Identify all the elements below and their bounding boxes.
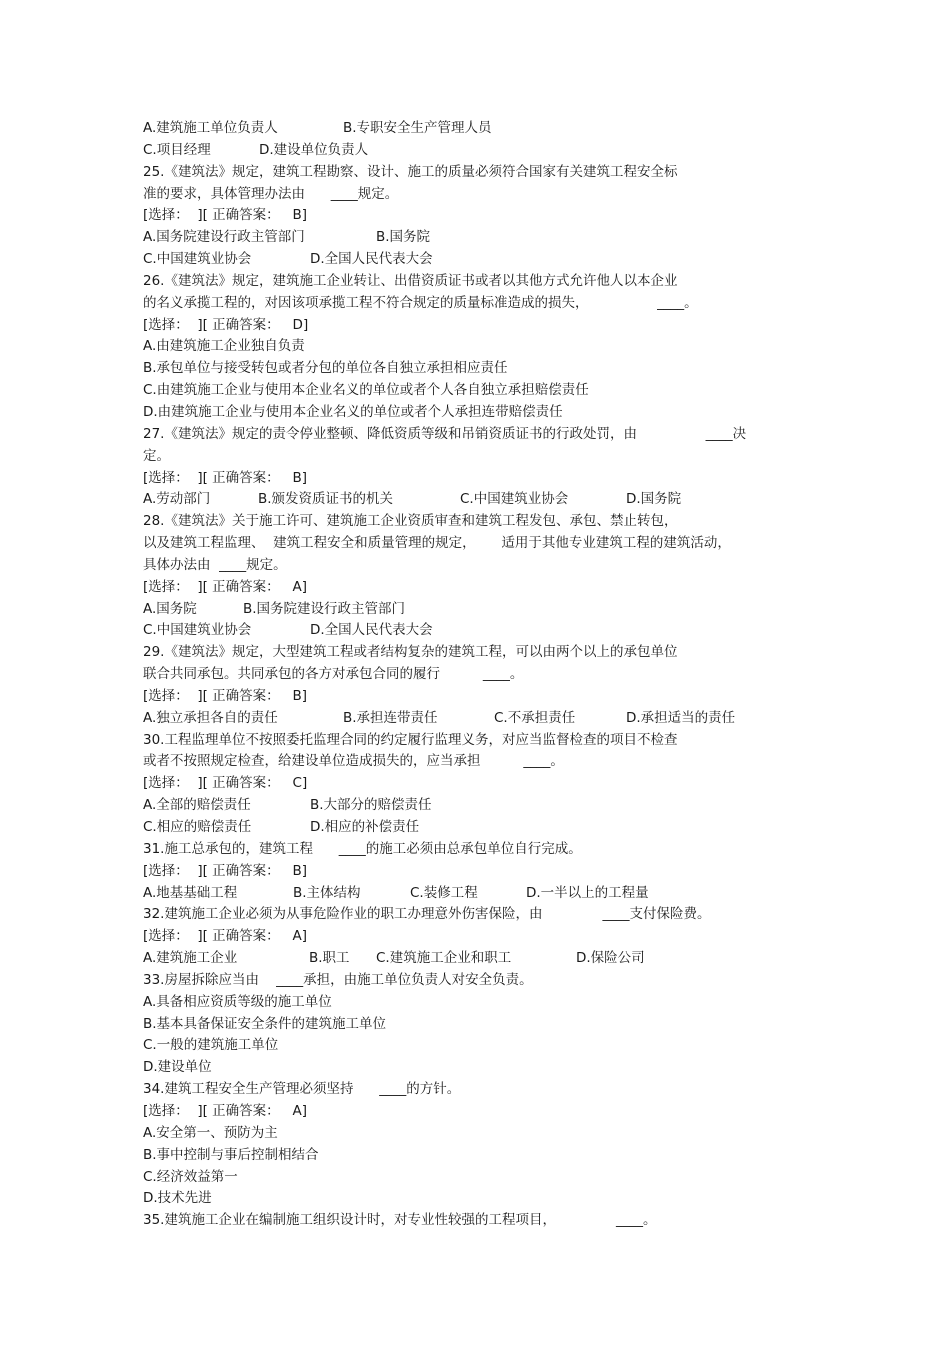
option-text: D.全国人民代表大会 (310, 622, 433, 639)
option-text: B.国务院 (376, 229, 431, 246)
text-line (143, 380, 823, 402)
line-text: 35.建筑施工企业在编制施工组织设计时，对专业性较强的工程项目， ____。 (143, 1212, 657, 1229)
line-text: C.经济效益第一 (143, 1168, 238, 1185)
line-text: 或者不按照规定检查，给建设单位造成损失的，应当承担 ____。 (143, 753, 564, 770)
line-text: C.一般的建筑施工单位 (143, 1037, 279, 1054)
options-row (143, 249, 823, 271)
text-line (143, 1101, 823, 1123)
text-line (143, 446, 823, 468)
text-line (143, 686, 823, 708)
options-row (143, 227, 823, 249)
text-line (143, 205, 823, 227)
option-text: A.独立承担各自的责任 (143, 709, 278, 726)
option-text: C.建筑施工企业和职工 (376, 950, 512, 967)
text-line (143, 577, 823, 599)
text-line (143, 1167, 823, 1189)
options-row (143, 140, 823, 162)
options-row (143, 795, 823, 817)
line-text: 32.建筑施工企业必须为从事危险作业的职工办理意外伤害保险，由 ____支付保险费。 (143, 906, 711, 923)
option-text: C.不承担责任 (494, 709, 576, 726)
line-text: [选择： ][ 正确答案： B] (143, 862, 308, 879)
text-line (143, 970, 823, 992)
option-text: B.国务院建设行政主管部门 (243, 600, 406, 617)
text-line (143, 1079, 823, 1101)
text-line (143, 468, 823, 490)
line-text: [选择： ][ 正确答案： B] (143, 687, 308, 704)
text-line (143, 315, 823, 337)
text-line (143, 271, 823, 293)
options-row (143, 489, 823, 511)
line-text: B.承包单位与接受转包或者分包的单位各自独立承担相应责任 (143, 360, 508, 377)
options-row (143, 948, 823, 970)
options-row (143, 817, 823, 839)
line-text: A.由建筑施工企业独自负责 (143, 338, 305, 355)
text-line (143, 424, 823, 446)
text-line (143, 358, 823, 380)
option-text: D.全国人民代表大会 (310, 251, 433, 268)
option-text: B.主体结构 (293, 884, 361, 901)
line-text: B.事中控制与事后控制相结合 (143, 1146, 319, 1163)
option-text: B.职工 (309, 950, 350, 967)
option-text: A.劳动部门 (143, 491, 211, 508)
options-row (143, 118, 823, 140)
text-line (143, 336, 823, 358)
line-text: 33.房屋拆除应当由 ____承担，由施工单位负责人对安全负责。 (143, 971, 533, 988)
text-line (143, 1035, 823, 1057)
option-text: C.中国建筑业协会 (143, 622, 252, 639)
option-text: A.国务院建设行政主管部门 (143, 229, 305, 246)
option-text: D.承担适当的责任 (626, 709, 736, 726)
option-text: A.全部的赔偿责任 (143, 797, 251, 814)
text-line (143, 1123, 823, 1145)
line-text: 34.建筑工程安全生产管理必须坚持 ____的方针。 (143, 1081, 461, 1098)
line-text: 的名义承揽工程的，对因该项承揽工程不符合规定的质量标准造成的损失， ____。 (143, 294, 698, 311)
options-row (143, 620, 823, 642)
line-text: 联合共同承包。共同承包的各方对承包合同的履行 ____。 (143, 666, 524, 683)
line-text: A.安全第一、预防为主 (143, 1124, 278, 1141)
text-line (143, 773, 823, 795)
option-text: D.一半以上的工程量 (526, 884, 649, 901)
text-line (143, 184, 823, 206)
text-line (143, 664, 823, 686)
text-line (143, 861, 823, 883)
text-line (143, 1145, 823, 1167)
option-text: C.装修工程 (410, 884, 478, 901)
line-text: A.具备相应资质等级的施工单位 (143, 993, 332, 1010)
option-text: A.建筑施工单位负责人 (143, 120, 278, 136)
line-text: 27.《建筑法》规定的责令停业整顿、降低资质等级和吊销资质证书的行政处罚，由 ____决 (143, 425, 747, 442)
option-text: B.承担连带责任 (343, 709, 438, 726)
text-line (143, 992, 823, 1014)
option-text: D.相应的补偿责任 (310, 819, 420, 835)
option-text: C.中国建筑业协会 (460, 491, 569, 508)
option-text: D.保险公司 (576, 950, 645, 967)
line-text: C.由建筑施工企业与使用本企业名义的单位或者个人各自独立承担赔偿责任 (143, 382, 589, 399)
option-text: A.国务院 (143, 600, 197, 617)
text-line (143, 533, 823, 555)
option-text: C.项目经理 (143, 141, 211, 158)
line-text: 28.《建筑法》关于施工许可、建筑施工企业资质审查和建筑工程发包、承包、禁止转包， (143, 513, 678, 530)
text-line (143, 1210, 823, 1232)
line-text: [选择： ][ 正确答案： B] (143, 469, 308, 486)
line-text: 29.《建筑法》规定，大型建筑工程或者结构复杂的建筑工程，可以由两个以上的承包单位 (143, 644, 678, 661)
text-line (143, 162, 823, 184)
line-text: [选择： ][ 正确答案： A] (143, 578, 308, 595)
option-text: C.相应的赔偿责任 (143, 819, 252, 835)
line-text: 以及建筑工程监理、 建筑工程安全和质量管理的规定， 适用于其他专业建筑工程的建筑活动， (143, 535, 731, 552)
options-row (143, 708, 823, 730)
text-line (143, 1188, 823, 1210)
text-line (143, 402, 823, 424)
text-line (143, 926, 823, 948)
text-line (143, 730, 823, 752)
line-text: 25.《建筑法》规定，建筑工程勘察、设计、施工的质量必须符合国家有关建筑工程安全标 (143, 163, 678, 180)
option-text: B.专职安全生产管理人员 (343, 120, 492, 136)
option-text: D.国务院 (626, 491, 682, 508)
text-line (143, 751, 823, 773)
line-text: 31.施工总承包的，建筑工程 ____的施工必须由总承包单位自行完成。 (143, 840, 582, 857)
line-text: 准的要求，具体管理办法由 ____规定。 (143, 185, 399, 202)
line-text: 定。 (143, 447, 170, 464)
option-text: A.地基基础工程 (143, 884, 238, 901)
text-line (143, 511, 823, 533)
option-text: A.建筑施工企业 (143, 950, 238, 967)
line-text: D.由建筑施工企业与使用本企业名义的单位或者个人承担连带赔偿责任 (143, 403, 563, 420)
options-row (143, 883, 823, 905)
line-text: [选择： ][ 正确答案： A] (143, 1102, 308, 1119)
line-text: [选择： ][ 正确答案： D] (143, 316, 309, 333)
option-text: B.大部分的赔偿责任 (310, 797, 432, 814)
text-line (143, 642, 823, 664)
option-text: B.颁发资质证书的机关 (258, 491, 394, 508)
text-line (143, 1014, 823, 1036)
line-text: 具体办法由 ____规定。 (143, 556, 287, 573)
line-text: [选择： ][ 正确答案： A] (143, 928, 308, 945)
line-text: D.技术先进 (143, 1190, 212, 1207)
text-line (143, 904, 823, 926)
line-text: 26.《建筑法》规定，建筑施工企业转让、出借资质证书或者以其他方式允许他人以本企业 (143, 272, 678, 289)
text-line (143, 839, 823, 861)
line-text: [选择： ][ 正确答案： B] (143, 207, 308, 224)
option-text: C.中国建筑业协会 (143, 251, 252, 268)
option-text: D.建设单位负责人 (259, 141, 369, 158)
line-text: [选择： ][ 正确答案： C] (143, 775, 308, 792)
text-line (143, 555, 823, 577)
line-text: D.建设单位 (143, 1059, 212, 1076)
text-line (143, 293, 823, 315)
options-row (143, 599, 823, 621)
document-body (143, 118, 823, 1232)
text-line (143, 1057, 823, 1079)
line-text: 30.工程监理单位不按照委托监理合同的约定履行监理义务，对应当监督检查的项目不检查 (143, 731, 678, 748)
line-text: B.基本具备保证安全条件的建筑施工单位 (143, 1015, 387, 1032)
